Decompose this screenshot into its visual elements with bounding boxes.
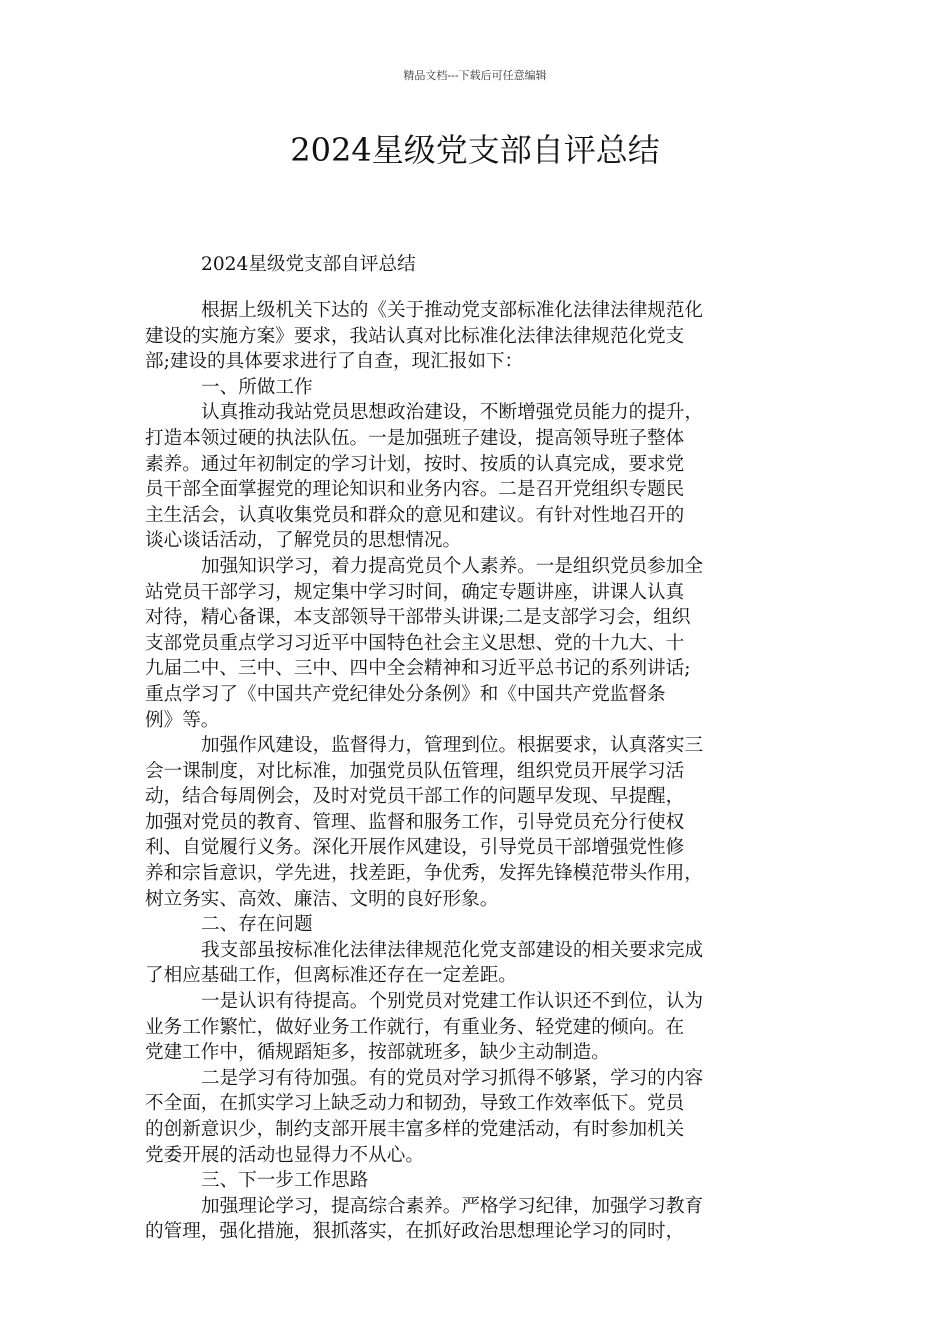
section-heading: 三、下一步工作思路 bbox=[201, 1170, 369, 1192]
paragraph-line: 业务工作繁忙，做好业务工作就行，有重业务、轻党建的倾向。在 bbox=[145, 1016, 685, 1038]
paragraph-line: 加强作风建设，监督得力，管理到位。根据要求，认真落实三 bbox=[201, 735, 704, 757]
paragraph-line: 支部党员重点学习习近平中国特色社会主义思想、党的十九大、十 bbox=[145, 632, 685, 654]
paragraph-line: 会一课制度，对比标准，加强党员队伍管理，组织党员开展学习活 bbox=[145, 760, 685, 782]
paragraph bbox=[145, 554, 815, 733]
paragraph-line: 养和宗旨意识，学先进，找差距，争优秀，发挥先锋模范带头作用， bbox=[145, 863, 703, 885]
paragraph-line: 二是学习有待加强。有的党员对学习抓得不够紧，学习的内容 bbox=[201, 1067, 704, 1089]
paragraph bbox=[145, 989, 815, 1066]
paragraph-line: 谈心谈话活动，了解党员的思想情况。 bbox=[145, 530, 462, 552]
paragraph-line: 九届二中、三中、三中、四中全会精神和习近平总书记的系列讲话; bbox=[145, 658, 691, 680]
paragraph-line: 动，结合每周例会，及时对党员干部工作的问题早发现、早提醒， bbox=[145, 786, 685, 808]
section-heading: 一、所做工作 bbox=[201, 376, 313, 398]
paragraph bbox=[145, 1066, 815, 1168]
paragraph-line: 我支部虽按标准化法律法律规范化党支部建设的相关要求完成 bbox=[201, 939, 704, 961]
document-body bbox=[145, 252, 815, 1245]
paragraph-line: 根据上级机关下达的《关于推动党支部标准化法律法律规范化 bbox=[201, 300, 704, 321]
paragraph-line: 员干部全面掌握党的理论知识和业务内容。二是召开党组织专题民 bbox=[145, 479, 685, 501]
paragraph-line: 党建工作中，循规蹈矩多，按部就班多，缺少主动制造。 bbox=[145, 1042, 610, 1064]
paragraph-line: 打造本领过硬的执法队伍。一是加强班子建设，提高领导班子整体 bbox=[145, 427, 685, 449]
document-title: 2024星级党支部自评总结 bbox=[290, 131, 660, 169]
paragraph-line: 的创新意识少，制约支部开展丰富多样的党建活动，有时参加机关 bbox=[145, 1119, 685, 1140]
paragraph-line: 部;建设的具体要求进行了自查，现汇报如下： bbox=[145, 351, 524, 373]
paragraph-line: 一是认识有待提高。个别党员对党建工作认识还不到位，认为 bbox=[201, 991, 704, 1013]
header-note: 精品文档---下载后可任意编辑 bbox=[403, 69, 547, 82]
paragraph bbox=[145, 400, 815, 554]
document-sections bbox=[145, 298, 815, 1245]
paragraph-line: 对待，精心备课，本支部领导干部带头讲课;二是支部学习会，组织 bbox=[145, 607, 691, 629]
paragraph-line: 加强对党员的教育、管理、监督和服务工作，引导党员充分行使权 bbox=[145, 811, 685, 833]
paragraph-line: 加强知识学习，着力提高党员个人素养。一是组织党员参加全 bbox=[201, 555, 704, 577]
paragraph-line: 重点学习了《中国共产党纪律处分条例》和《中国共产党监督条 bbox=[145, 683, 666, 705]
paragraph bbox=[145, 1194, 815, 1245]
paragraph bbox=[145, 733, 815, 912]
document-subtitle: 2024星级党支部自评总结 bbox=[201, 254, 416, 275]
paragraph-line: 认真推动我站党员思想政治建设，不断增强党员能力的提升， bbox=[201, 402, 704, 424]
section-heading: 二、存在问题 bbox=[201, 914, 313, 936]
paragraph-line: 了相应基础工作，但离标准还存在一定差距。 bbox=[145, 965, 517, 987]
paragraph-line: 不全面，在抓实学习上缺乏动力和韧劲，导致工作效率低下。党员 bbox=[145, 1093, 685, 1115]
paragraph-line: 的管理，强化措施，狠抓落实，在抓好政治思想理论学习的同时， bbox=[145, 1221, 685, 1243]
paragraph-line: 素养。通过年初制定的学习计划，按时、按质的认真完成，要求党 bbox=[145, 453, 685, 475]
paragraph-line: 站党员干部学习，规定集中学习时间，确定专题讲座，讲课人认真 bbox=[145, 581, 685, 603]
paragraph-line: 建设的实施方案》要求，我站认真对比标准化法律法律规范化党支 bbox=[145, 325, 685, 347]
paragraph-line: 主生活会，认真收集党员和群众的意见和建议。有针对性地召开的 bbox=[145, 504, 685, 526]
paragraph-line: 利、自觉履行义务。深化开展作风建设，引导党员干部增强党性修 bbox=[145, 837, 685, 859]
paragraph-line: 树立务实、高效、廉洁、文明的良好形象。 bbox=[145, 888, 499, 910]
paragraph-line: 例》等。 bbox=[145, 709, 220, 731]
paragraph bbox=[145, 298, 815, 375]
paragraph-line: 加强理论学习，提高综合素养。严格学习纪律，加强学习教育 bbox=[201, 1195, 704, 1217]
paragraph-line: 党委开展的活动也显得力不从心。 bbox=[145, 1144, 424, 1166]
paragraph bbox=[145, 938, 815, 989]
